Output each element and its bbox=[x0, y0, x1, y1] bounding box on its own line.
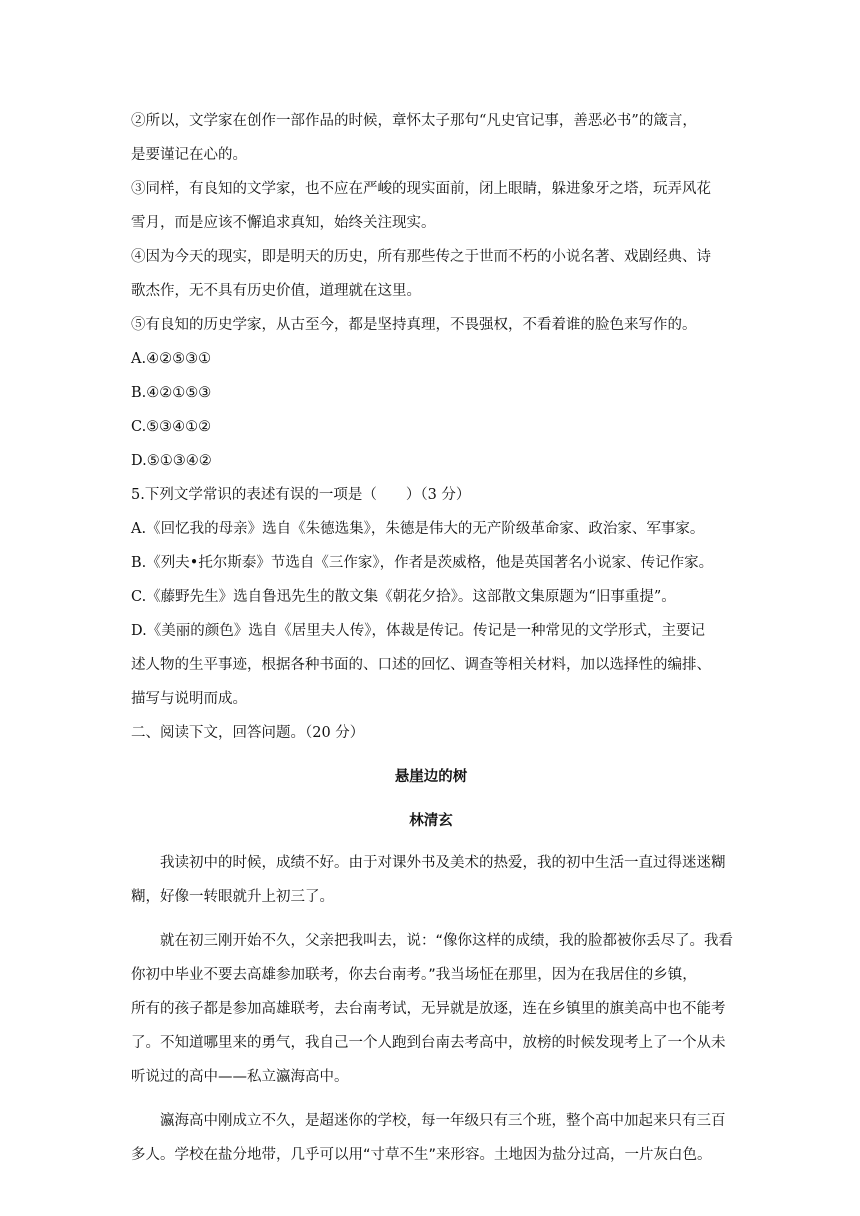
q5-choice-d-cont: 述人物的生平事迹，根据各种书面的、口述的回忆、调查等相关材料，加以选择性的编排、 bbox=[131, 657, 711, 673]
paragraph-3-cont: 多人。学校在盐分地带，几乎可以用“寸草不生”来形容。土地因为盐分过高，一片灰白色。 bbox=[131, 1147, 712, 1163]
option-sentence-2: ②所以，文学家在创作一部作品的时候，章怀太子那句“凡史官记事，善恶必书”的箴言， bbox=[131, 113, 697, 129]
option-sentence-4: ④因为今天的现实，即是明天的历史，所有那些传之于世而不朽的小说名著、戏剧经典、诗 bbox=[131, 249, 711, 265]
option-sentence-4-cont: 歌杰作，无不具有历史价值，道理就在这里。 bbox=[131, 283, 421, 299]
q4-choice-d: D.⑤①③④② bbox=[131, 453, 212, 469]
q5-choice-d-cont2: 描写与说明而成。 bbox=[131, 691, 247, 707]
q5-choice-a: A.《回忆我的母亲》选自《朱德选集》，朱德是伟大的无产阶级革命家、政治家、军事家。 bbox=[131, 521, 705, 537]
q5-stem: 5.下列文学常识的表述有误的一项是（ ）（3 分） bbox=[131, 487, 471, 503]
q5-choice-d: D.《美丽的颜色》选自《居里夫人传》，体裁是传记。传记是一种常见的文学形式，主要记 bbox=[131, 623, 705, 639]
article-body bbox=[131, 846, 734, 1172]
article-title: 悬崖边的树 bbox=[394, 768, 468, 785]
option-sentence-3: ③同样，有良知的文学家，也不应在严峻的现实面前，闭上眼睛，躲进象牙之塔，玩弄风花 bbox=[131, 181, 711, 197]
q4-choice-c: C.⑤③④①② bbox=[131, 419, 212, 435]
paragraph-3: 瀛海高中刚成立不久，是超迷你的学校，每一年级只有三个班，整个高中加起来只有三百 bbox=[160, 1113, 726, 1129]
paragraph-1: 我读初中的时候，成绩不好。由于对课外书及美术的热爱，我的初中生活一直过得迷迷糊 bbox=[160, 855, 726, 871]
q5-choice-c: C.《藤野先生》选自鲁迅先生的散文集《朝花夕拾》。这部散文集原题为“旧事重提”。 bbox=[131, 589, 676, 605]
paragraph-2-cont2: 所有的孩子都是参加高雄联考，去台南考试，无异就是放逐，连在乡镇里的旗美高中也不能考 bbox=[131, 1001, 726, 1017]
section-2-heading: 二、阅读下文，回答问题。（20 分） bbox=[131, 725, 365, 741]
paragraph-2: 就在初三刚开始不久，父亲把我叫去，说：“像你这样的成绩，我的脸都被你丢尽了。我看 bbox=[160, 933, 734, 949]
paragraph-1-cont: 糊，好像一转眼就升上初三了。 bbox=[131, 889, 334, 905]
q4-choice-b: B.④②①⑤③ bbox=[131, 385, 212, 401]
document-page bbox=[131, 104, 734, 1172]
paragraph-2-cont3: 了。不知道哪里来的勇气，我自己一个人跑到台南去考高中，放榜的时候发现考上了一个从未 bbox=[131, 1035, 726, 1051]
option-sentence-2-cont: 是要谨记在心的。 bbox=[131, 147, 247, 163]
option-sentence-5: ⑤有良知的历史学家，从古至今，都是坚持真理，不畏强权，不看着谁的脸色来写作的。 bbox=[131, 317, 697, 333]
q4-choice-a: A.④②⑤③① bbox=[131, 351, 212, 367]
paragraph-2-cont: 你初中毕业不要去高雄参加联考，你去台南考。”我当场怔在那里，因为在我居住的乡镇， bbox=[131, 967, 697, 983]
option-sentence-3-cont: 雪月，而是应该不懈追求真知，始终关注现实。 bbox=[131, 215, 436, 231]
article-author: 林清玄 bbox=[409, 812, 453, 829]
q5-choice-b: B.《列夫•托尔斯泰》节选自《三作家》，作者是茨威格，他是英国著名小说家、传记作家。 bbox=[131, 555, 714, 571]
paragraph-2-cont4: 听说过的高中——私立瀛海高中。 bbox=[131, 1069, 349, 1085]
